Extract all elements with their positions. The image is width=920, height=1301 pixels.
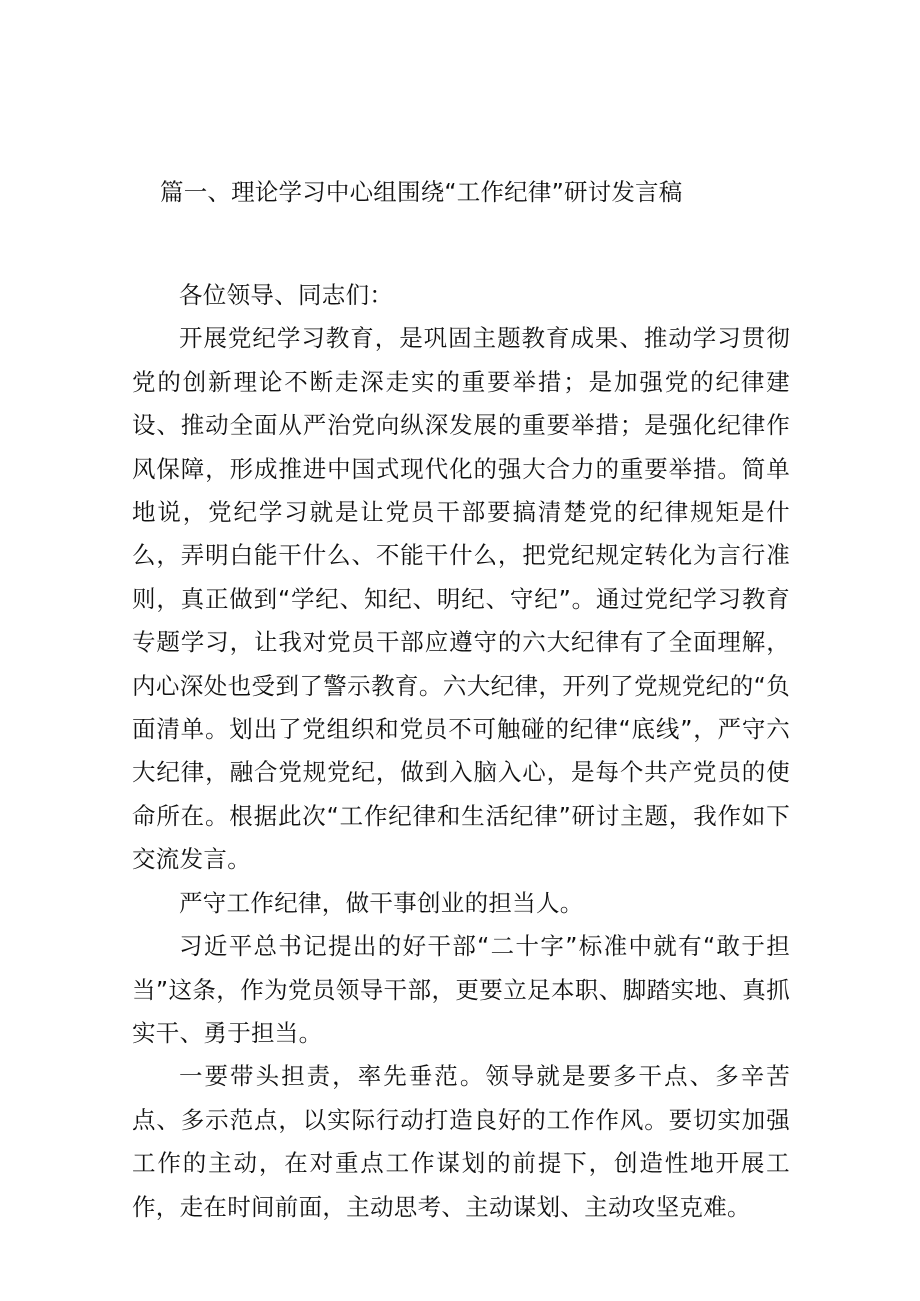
body-paragraph: 习近平总书记提出的好干部“二十字”标准中就有“敢于担当”这条，作为党员领导干部，更要立足本职、脚踏实地、真抓实干、勇于担当。 [132,932,790,1047]
body-paragraph: 一要带头担责，率先垂范。领导就是要多干点、多辛苦点、多示范点，以实际行动打造良好的工作作风。要切实加强工作的主动，在对重点工作谋划的前提下，创造性地开展工作，走在时间前面，主动思考、主动谋划、主动攻坚克难。 [132,1062,790,1221]
document-title: 篇一、理论学习中心组围绕“工作纪律”研讨发言稿 [160,178,683,206]
intro-paragraph: 开展党纪学习教育，是巩固主题教育成果、推动学习贯彻党的创新理论不断走深走实的重要举措；是加强党的纪律建设、推动全面从严治党向纵深发展的重要举措；是强化纪律作风保障，形成推进中国式现代化的强大合力的重要举措。简单地说，党纪学习就是让党员干部要搞清楚党的纪律规矩是什么，弄明白能干什么、不能干什么，把党纪规定转化为言行准则，真正做到“学纪、知纪、明纪、守纪”。通过党纪学习教育专题学习，让我对党员干部应遵守的六大纪律有了全面理解，内心深处也受到了警示教育。六大纪律，开列了党规党纪的“负面清单。划出了党组织和党员不可触碰的纪律“底线”，严守六大纪律，融合党规党纪，做到入脑入心，是每个共产党员的使命所在。根据此次“工作纪律和生活纪律”研讨主题，我作如下交流发言。 [132,324,790,874]
salutation-paragraph: 各位领导、同志们： [179,281,394,309]
document-body [132,274,790,1229]
section-heading-paragraph: 严守工作纪律，做干事创业的担当人。 [179,888,584,917]
